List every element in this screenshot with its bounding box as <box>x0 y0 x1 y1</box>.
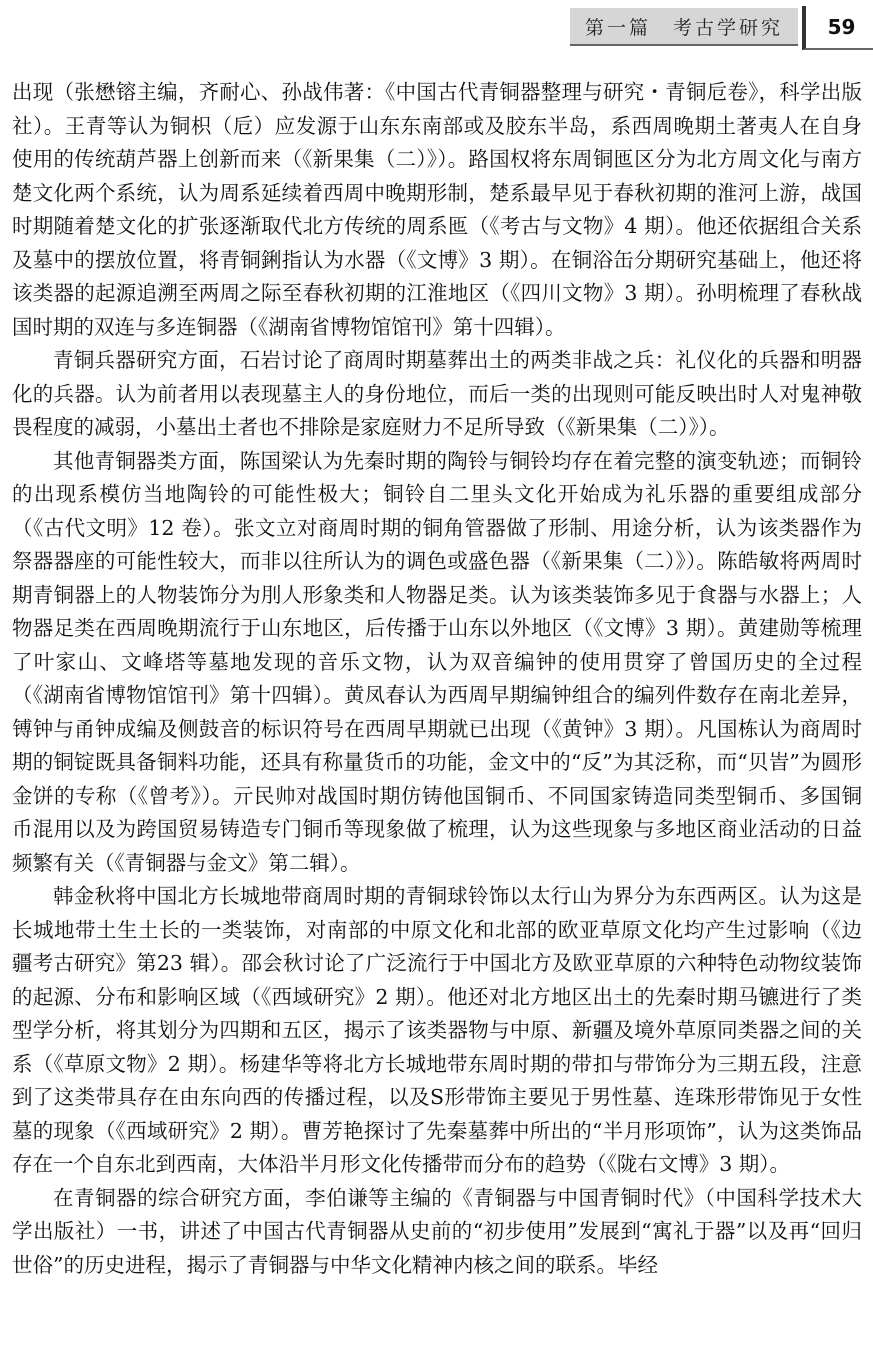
paragraph: 出现（张懋镕主编，齐耐心、孙战伟著：《中国古代青铜器整理与研究・青铜卮卷》，科学出版社）。王青等认为铜枳（卮）应发源于山东东南部或及胶东半岛，系西周晚期土著夷人在自身使用的传统葫芦器上创新而来（《新果集（二）》）。路国权将东周铜匜区分为北方周文化与南方楚文化两个系统，认为周系延续着西周中晚期形制，楚系最早见于春秋初期的淮河上游，战国时期随着楚文化的扩张逐渐取代北方传统的周系匜（《考古与文物》4 期）。他还依据组合关系及墓中的摆放位置，将青铜鋓指认为水器（《文博》3 期）。在铜浴缶分期研究基础上，他还将该类器的起源追溯至两周之际至春秋初期的江淮地区（《四川文物》3 期）。孙明梳理了春秋战国时期的双连与多连铜器（《湖南省博物馆馆刊》第十四辑）。 <box>12 80 862 339</box>
paragraph: 其他青铜器类方面，陈国梁认为先秦时期的陶铃与铜铃均存在着完整的演变轨迹；而铜铃的出现系模仿当地陶铃的可能性极大；铜铃自二里头文化开始成为礼乐器的重要组成部分（《古代文明》12 卷）。张文立对商周时期的铜角管器做了形制、用途分析，认为该类器作为祭器器座的可能性较大，而非以往所认为的调色或盛色器（《新果集（二）》）。陈皓敏将两周时期青铜器上的人物装饰分为刖人形象类和人物器足类。认为该类装饰多见于食器与水器上；人物器足类在西周晚期流行于山东地区，后传播于山东以外地区（《文博》3 期）。黄建勋等梳理了叶家山、文峰塔等墓地发现的音乐文物，认为双音编钟的使用贯穿了曾国历史的全过程（《湖南省博物馆馆刊》第十四辑）。黄凤春认为西周早期编钟组合的编列件数存在南北差异，镈钟与甬钟成编及侧鼓音的标识符号在西周早期就已出现（《黄钟》3 期）。凡国栋认为商周时期的铜锭既具备铜料功能，还具有称量货币的功能，金文中的“反”为其泛称，而“贝峕”为圆形金饼的专称（《曾考》）。亓民帅对战国时期仿铸他国铜币、不同国家铸造同类型铜币、多国铜币混用以及为跨国贸易铸造专门铜币等现象做了梳理，认为这些现象与多地区商业活动的日益频繁有关（《青铜器与金文》第二辑）。 <box>12 448 862 875</box>
paragraph: 在青铜器的综合研究方面，李伯谦等主编的《青铜器与中国青铜时代》（中国科学技术大学出版社）一书，讲述了中国古代青铜器从史前的“初步使用”发展到“寓礼于器”以及再“回归世俗”的历史进程，揭示了青铜器与中华文化精神内核之间的联系。毕经 <box>12 1185 862 1277</box>
page-number: 59 <box>802 6 873 50</box>
article-body <box>12 76 862 1282</box>
chapter-title: 第一篇 考古学研究 <box>570 8 798 46</box>
paragraph: 青铜兵器研究方面，石岩讨论了商周时期墓葬出土的两类非战之兵：礼仪化的兵器和明器化的兵器。认为前者用以表现墓主人的身份地位，而后一类的出现则可能反映出时人对鬼神敬畏程度的减弱，小墓出土者也不排除是家庭财力不足所导致（《新果集（二）》）。 <box>12 348 862 439</box>
paragraph: 韩金秋将中国北方长城地带商周时期的青铜球铃饰以太行山为界分为东西两区。认为这是长城地带土生土长的一类装饰，对南部的中原文化和北部的欧亚草原文化均产生过影响（《边疆考古研究》第23 辑）。邵会秋讨论了广泛流行于中国北方及欧亚草原的六种特色动物纹装饰的起源、分布和影响区域（《西域研究》2 期）。他还对北方地区出土的先秦时期马镳进行了类型学分析，将其划分为四期和五区，揭示了该类器物与中原、新疆及境外草原同类器之间的关系（《草原文物》2 期）。杨建华等将北方长城地带东周时期的带扣与带饰分为三期五段，注意到了这类带具存在由东向西的传播过程，以及S形带饰主要见于男性墓、连珠形带饰见于女性墓的现象（《西域研究》2 期）。曹芳艳探讨了先秦墓葬中所出的“半月形项饰”，认为这类饰品存在一个自东北到西南，大体沿半月形文化传播带而分布的趋势（《陇右文博》3 期）。 <box>12 884 862 1176</box>
page-header <box>0 0 873 62</box>
